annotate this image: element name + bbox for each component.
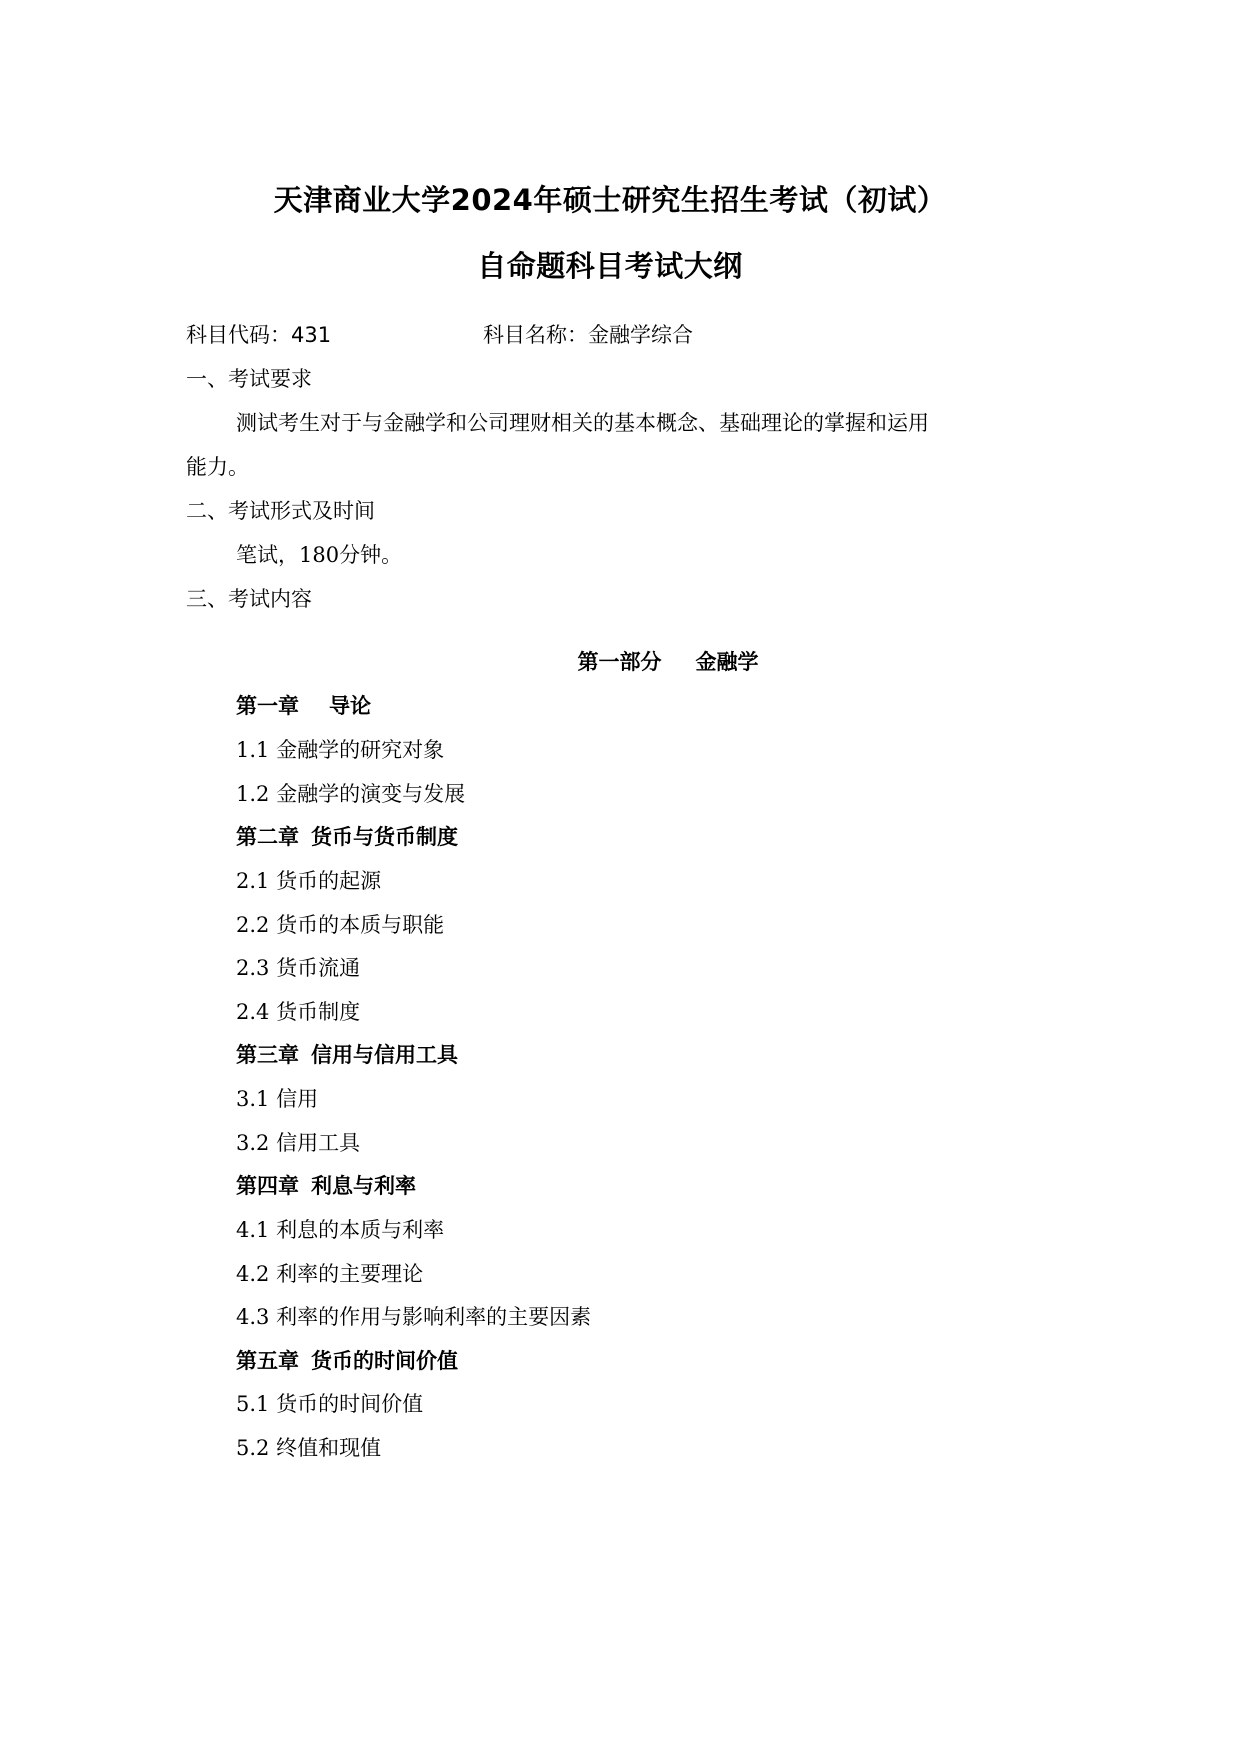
subject-code: 科目代码：431 xyxy=(186,323,332,347)
chapter-item: 2.1 货币的起源 xyxy=(236,869,382,893)
section-body-requirements-line2: 能力。 xyxy=(186,455,249,479)
chapter-number: 第四章 xyxy=(236,1174,299,1198)
chapter-item: 4.2 利率的主要理论 xyxy=(236,1262,424,1286)
chapter-item: 2.2 货币的本质与职能 xyxy=(236,913,445,937)
chapter-number: 第五章 xyxy=(236,1349,299,1373)
chapter-number: 第一章 xyxy=(236,694,299,718)
part-label: 第一部分 xyxy=(577,650,662,674)
document-title: 天津商业大学2024年硕士研究生招生考试（初试） xyxy=(273,183,947,217)
chapter-title: 信用与信用工具 xyxy=(311,1043,458,1067)
chapter-number: 第三章 xyxy=(236,1043,299,1067)
section-heading-content: 三、考试内容 xyxy=(186,587,312,611)
chapter-heading xyxy=(236,1346,458,1376)
chapter-heading xyxy=(236,1171,416,1201)
part-title xyxy=(0,647,1240,677)
section-heading-format: 二、考试形式及时间 xyxy=(186,499,375,523)
chapter-item: 4.1 利息的本质与利率 xyxy=(236,1218,445,1242)
chapter-heading xyxy=(236,1040,458,1070)
chapter-item: 1.2 金融学的演变与发展 xyxy=(236,782,466,806)
chapter-number: 第二章 xyxy=(236,825,299,849)
chapter-title: 货币与货币制度 xyxy=(311,825,458,849)
chapter-title: 货币的时间价值 xyxy=(311,1349,458,1373)
chapter-item: 2.4 货币制度 xyxy=(236,1000,361,1024)
chapter-title: 利息与利率 xyxy=(311,1174,416,1198)
chapter-title: 导论 xyxy=(329,694,371,718)
subject-name: 科目名称：金融学综合 xyxy=(483,323,693,347)
chapter-item: 2.3 货币流通 xyxy=(236,956,361,980)
section-heading-requirements: 一、考试要求 xyxy=(186,367,312,391)
chapter-item: 4.3 利率的作用与影响利率的主要因素 xyxy=(236,1305,592,1329)
document-subtitle: 自命题科目考试大纲 xyxy=(477,249,743,283)
chapter-item: 3.2 信用工具 xyxy=(236,1131,361,1155)
chapter-heading xyxy=(236,691,371,721)
section-body-format: 笔试，180分钟。 xyxy=(236,543,403,567)
chapter-item: 1.1 金融学的研究对象 xyxy=(236,738,445,762)
section-body-requirements-line1: 测试考生对于与金融学和公司理财相关的基本概念、基础理论的掌握和运用 xyxy=(236,411,929,435)
chapter-item: 3.1 信用 xyxy=(236,1087,319,1111)
chapter-heading xyxy=(236,822,458,852)
part-name: 金融学 xyxy=(695,650,759,674)
chapter-item: 5.1 货币的时间价值 xyxy=(236,1392,424,1416)
chapter-item: 5.2 终值和现值 xyxy=(236,1436,382,1460)
